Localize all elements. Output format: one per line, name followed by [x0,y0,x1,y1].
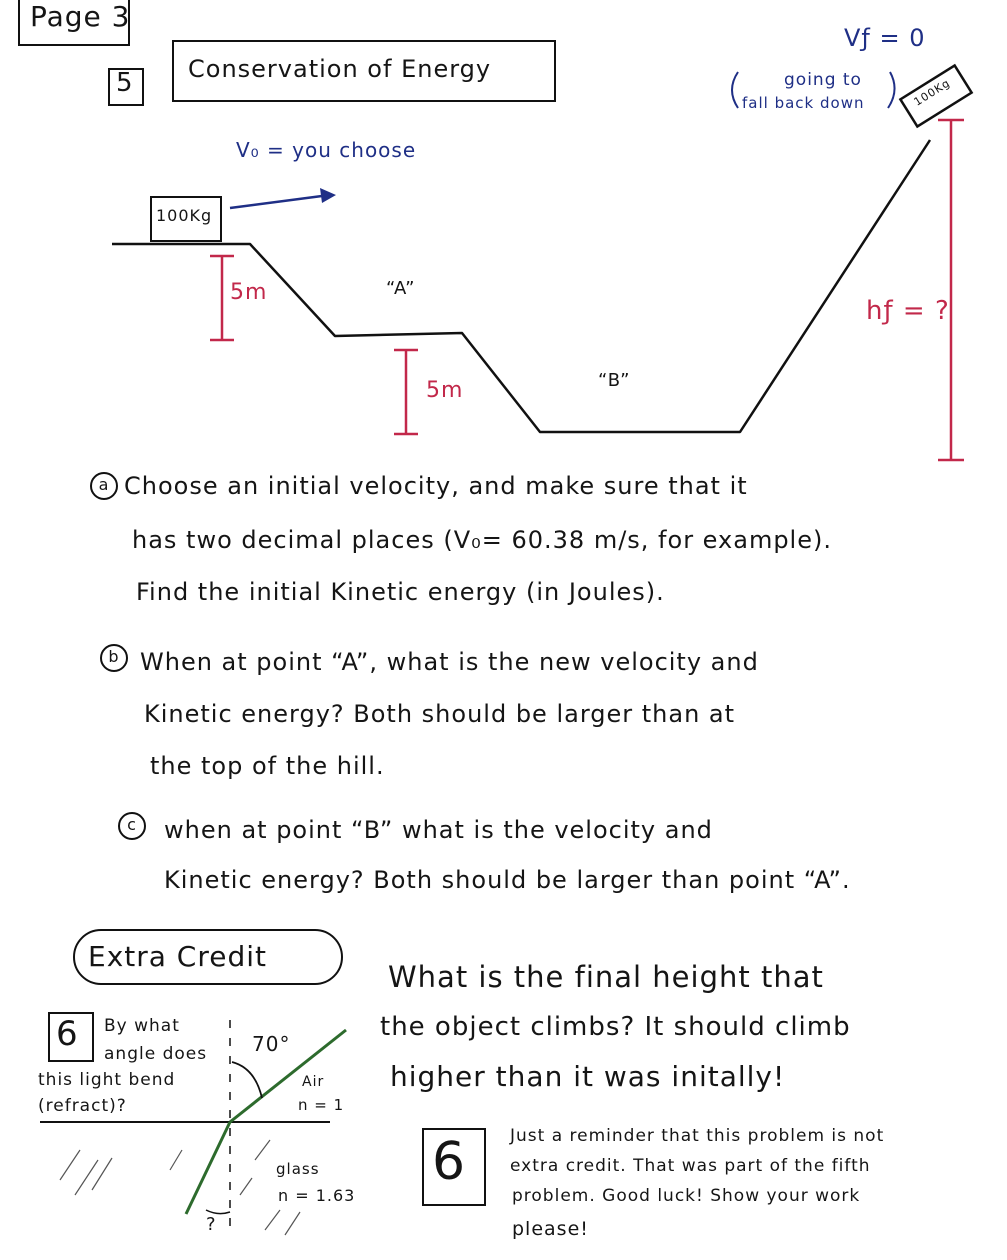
note-bracket [732,72,738,108]
glass-n-label: n = 1.63 [278,1186,356,1205]
q-c-line1: when at point “B” what is the velocity and [164,816,713,844]
point-b-label: “B” [598,370,631,391]
problem6-line1: By what [104,1016,180,1036]
q-a-marker: a [90,472,118,500]
reminder-line3: problem. Good luck! Show your work [512,1186,861,1206]
block-left-label: 100Kg [156,206,213,225]
problem5-title: Conservation of Energy [188,55,492,83]
reminder-line1: Just a reminder that this problem is not [510,1126,885,1146]
final-height-line3: higher than it was initally! [390,1060,786,1093]
glass-label: glass [276,1160,320,1178]
final-height-line2: the object climbs? It should climb [380,1012,851,1042]
air-label: Air [302,1074,325,1090]
q-c-marker: c [118,812,146,840]
glass-hatching [60,1140,300,1235]
unknown-angle-label: ? [206,1214,217,1235]
point-a-label: “A” [386,278,416,299]
v0-label: V₀ = you choose [236,138,417,162]
refracted-ray [186,1122,230,1214]
q-a-line1: Choose an initial velocity, and make sure that it [124,472,748,500]
problem6-line4: (refract)? [38,1096,127,1116]
page-label: Page 3 [30,0,131,33]
extra-credit-label: Extra Credit [88,940,268,973]
q-b-line3: the top of the hill. [150,752,385,780]
vf-label: Vƒ = 0 [844,24,926,52]
velocity-arrow-head [320,188,336,203]
note-line2: fall back down [742,94,865,112]
q-c-line2: Kinetic energy? Both should be larger than point “A”. [164,866,851,894]
reminder-line4: please! [512,1218,589,1240]
height1-label: 5m [230,280,268,305]
hf-label: hƒ = ? [866,296,950,326]
problem5-number: 5 [116,68,134,98]
problem6-line2: angle does [104,1044,208,1064]
problem6-number: 6 [56,1014,79,1054]
reminder-number: 6 [432,1132,467,1192]
q-b-line1: When at point “A”, what is the new velocity and [140,648,759,676]
height-marker-2 [394,350,418,434]
angle-label: 70° [252,1032,291,1056]
height-marker-final [938,120,964,460]
reminder-line2: extra credit. That was part of the fifth [510,1156,871,1176]
problem6-line3: this light bend [38,1070,176,1090]
angle-arc [232,1062,262,1098]
height2-label: 5m [426,378,464,403]
q-a-line2: has two decimal places (V₀= 60.38 m/s, for example). [132,526,832,554]
q-b-marker: b [100,644,128,672]
block-right-label: 100Kg [911,76,953,109]
final-height-line1: What is the final height that [388,960,824,994]
note-line1: going to [784,70,862,90]
q-a-line3: Find the initial Kinetic energy (in Joules). [136,578,665,606]
air-n-label: n = 1 [298,1096,345,1114]
velocity-arrow [230,196,322,208]
q-b-line2: Kinetic energy? Both should be larger than at [144,700,736,728]
